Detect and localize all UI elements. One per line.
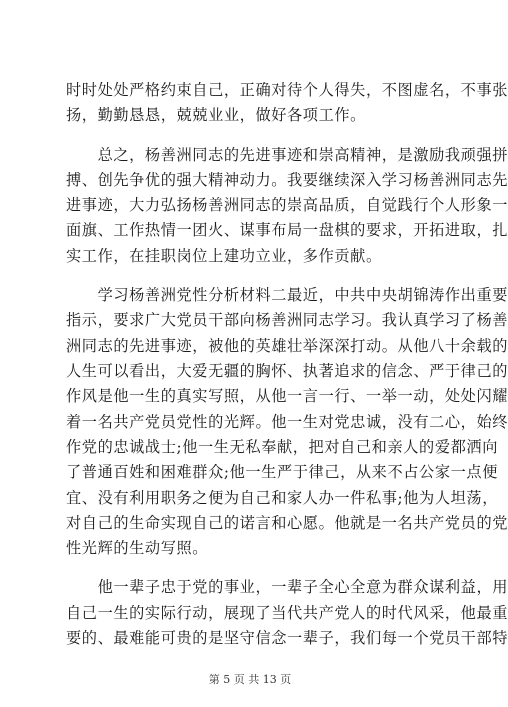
text-line: 洲同志的先进事迹，被他的英雄壮举深深打动。从他八十余载的 <box>66 337 508 355</box>
text-line: 自己一生的实际行动，展现了当代共产党人的时代风采，他最重 <box>66 604 508 622</box>
text-line: 作党的忠诚战士;他一生无私奉献，把对自己和亲人的爱都洒向 <box>66 438 498 456</box>
text-line: 作风是他一生的真实写照，从他一言一行、一举一动，处处闪耀 <box>66 387 508 405</box>
text-line: 实工作，在挂职岗位上建功立业，多作贡献。 <box>66 247 382 265</box>
text-line: 进事迹，大力弘扬杨善洲同志的崇高品质，自觉践行个人形象一 <box>66 196 508 214</box>
text-line: 人生可以看出，大爱无疆的胸怀、执著追求的信念、严于律己的 <box>66 362 508 380</box>
text-line: 宜、没有利用职务之便为自己和家人办一件私事;他为人坦荡， <box>66 489 498 507</box>
text-line: 时时处处严格约束自己，正确对待个人得失，不图虚名，不事张 <box>66 81 508 99</box>
text-line: 搏、创先争优的强大精神动力。我要继续深入学习杨善洲同志先 <box>66 171 508 189</box>
text-line: 性光辉的生动写照。 <box>66 539 209 557</box>
text-line: 他一辈子忠于党的事业，一辈子全心全意为群众谋利益，用 <box>66 578 508 596</box>
text-line: 面旗、工作热情一团火、谋事布局一盘棋的要求，开拓进取，扎 <box>66 221 508 239</box>
text-line: 扬，勤勤恳恳，兢兢业业，做好各项工作。 <box>66 106 366 124</box>
text-line: 要的、最难能可贵的是坚守信念一辈子，我们每一个党员干部特 <box>66 629 508 647</box>
page-footer: 第 5 页 共 13 页 <box>208 673 292 686</box>
text-line: 学习杨善洲党性分析材料二最近，中共中央胡锦涛作出重要 <box>66 286 508 304</box>
text-line: 总之，杨善洲同志的先进事迹和崇高精神，是激励我顽强拼 <box>66 146 508 164</box>
text-line: 了普通百姓和困难群众;他一生严于律己，从来不占公家一点便 <box>66 463 498 481</box>
text-line: 指示，要求广大党员干部向杨善洲同志学习。我认真学习了杨善 <box>66 311 508 329</box>
text-line: 对自己的生命实现自己的诺言和心愿。他就是一名共产党员的党 <box>66 514 508 532</box>
text-line: 着一名共产党员党性的光辉。他一生对党忠诚，没有二心，始终 <box>66 413 508 431</box>
